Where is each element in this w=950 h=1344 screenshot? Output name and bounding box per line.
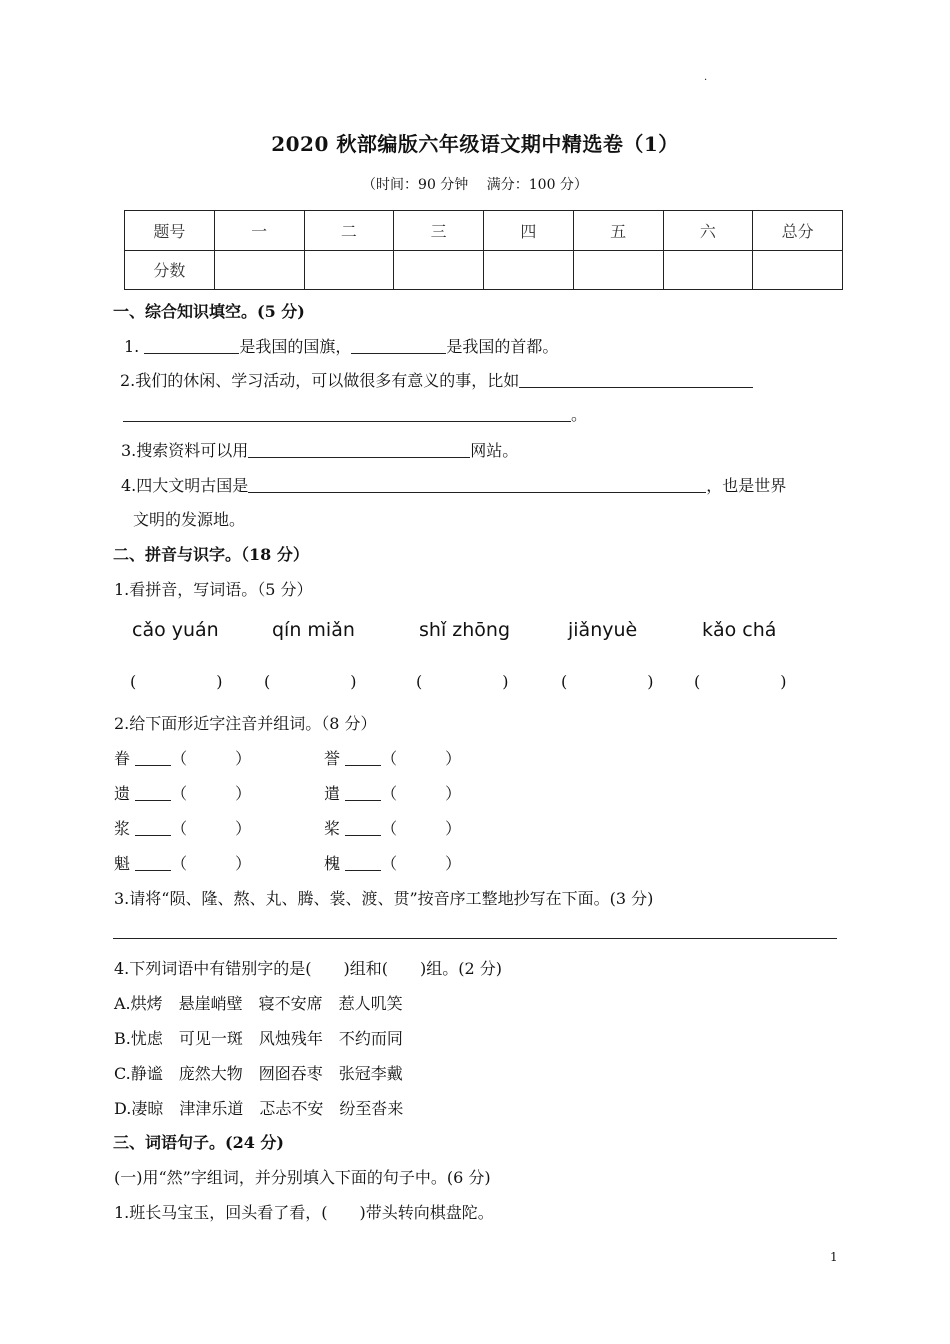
answer-parenthesis-1[interactable] xyxy=(130,672,223,691)
question-2-2: 2.给下面形近字注音并组词。（8 分） xyxy=(114,714,377,733)
option-d: D.凄晾 津津乐道 忑忐不安 纷至沓来 xyxy=(114,1099,404,1118)
paren-close: ) xyxy=(647,672,654,691)
question-number: 1. xyxy=(124,337,140,356)
similar-char: 槐 xyxy=(324,854,341,873)
word-paren[interactable]: （ ） xyxy=(171,819,252,838)
similar-char: 眷 xyxy=(114,749,131,768)
answer-parenthesis-3[interactable] xyxy=(416,672,509,691)
section-3-heading: 三、词语句子。(24 分) xyxy=(113,1133,284,1152)
pinyin-blank[interactable] xyxy=(135,817,171,836)
char-row-4-right xyxy=(324,851,461,874)
question-2-3: 3.请将“陨、隆、熬、丸、腾、裳、渡、贯”按音序工整地抄写在下面。(3 分) xyxy=(114,889,654,908)
question-1-4 xyxy=(121,473,786,496)
pinyin-blank[interactable] xyxy=(135,852,171,871)
paren-open: ( xyxy=(264,672,271,691)
paren-open: ( xyxy=(416,672,423,691)
page-number: 1 xyxy=(830,1250,838,1264)
table-cell-section-5: 五 xyxy=(573,211,663,251)
answer-blank[interactable] xyxy=(519,369,753,388)
answer-blank[interactable] xyxy=(248,439,470,458)
question-1-3 xyxy=(121,438,518,461)
word-paren[interactable]: （ ） xyxy=(171,784,252,803)
word-paren[interactable]: （ ） xyxy=(381,749,462,768)
char-row-1-left xyxy=(114,746,251,769)
page-title: 2020 秋部编版六年级语文期中精选卷（1） xyxy=(271,132,679,156)
question-text: 是我国的国旗， xyxy=(239,337,352,356)
score-input-cell[interactable] xyxy=(304,250,394,290)
similar-char: 遗 xyxy=(114,784,131,803)
question-1-2 xyxy=(120,368,753,391)
question-text: 2.我们的休闲、学习活动，可以做很多有意义的事，比如 xyxy=(120,371,520,390)
answer-blank[interactable] xyxy=(248,474,706,493)
char-row-1-right xyxy=(324,746,461,769)
pinyin-2: qín miǎn xyxy=(272,619,355,641)
question-text: 4.四大文明古国是 xyxy=(121,476,249,495)
pinyin-blank[interactable] xyxy=(345,817,381,836)
char-row-2-left xyxy=(114,781,251,804)
similar-char: 遣 xyxy=(324,784,341,803)
section-1-heading: 一、综合知识填空。(5 分) xyxy=(113,302,305,321)
answer-parenthesis-4[interactable] xyxy=(561,672,654,691)
exam-time-score-info: （时间：90 分钟 满分：100 分） xyxy=(362,177,588,193)
question-1-2-continued xyxy=(123,402,587,425)
question-text: 。 xyxy=(571,405,588,424)
score-input-cell[interactable] xyxy=(214,250,304,290)
question-1-1 xyxy=(124,334,558,357)
pinyin-blank[interactable] xyxy=(345,852,381,871)
score-input-cell[interactable] xyxy=(394,250,484,290)
score-input-cell[interactable] xyxy=(663,250,753,290)
question-text: 3.搜索资料可以用 xyxy=(121,441,249,460)
score-input-cell[interactable] xyxy=(484,250,574,290)
question-3-1: 1.班长马宝玉，回头看了看，( )带头转向棋盘陀。 xyxy=(114,1203,494,1222)
table-cell-section-3: 三 xyxy=(394,211,484,251)
option-b: B.忧虑 可见一斑 风烛残年 不约而同 xyxy=(114,1029,403,1048)
char-row-3-right xyxy=(324,816,461,839)
question-text: ，也是世界 xyxy=(706,476,787,495)
paren-close: ) xyxy=(216,672,223,691)
similar-char: 桨 xyxy=(324,819,341,838)
answer-blank[interactable] xyxy=(123,403,571,422)
similar-char: 浆 xyxy=(114,819,131,838)
pinyin-4: jiǎnyuè xyxy=(568,619,638,641)
score-input-cell[interactable] xyxy=(753,250,843,290)
pinyin-1: cǎo yuán xyxy=(132,619,219,641)
word-paren[interactable]: （ ） xyxy=(381,784,462,803)
answer-parenthesis-5[interactable] xyxy=(694,672,787,691)
question-text: 是我国的首都。 xyxy=(446,337,559,356)
table-cell-score-label: 分数 xyxy=(125,250,215,290)
score-table-score-row xyxy=(125,250,843,290)
question-2-1: 1.看拼音，写词语。（5 分） xyxy=(114,580,313,599)
answer-blank[interactable] xyxy=(351,335,446,354)
score-table-header-row xyxy=(125,211,843,251)
char-row-2-right xyxy=(324,781,461,804)
table-cell-total: 总分 xyxy=(753,211,843,251)
question-2-4: 4.下列词语中有错别字的是( )组和( )组。(2 分) xyxy=(114,959,502,978)
table-cell-label: 题号 xyxy=(125,211,215,251)
pinyin-blank[interactable] xyxy=(345,747,381,766)
pinyin-blank[interactable] xyxy=(135,747,171,766)
table-cell-section-1: 一 xyxy=(214,211,304,251)
char-row-4-left xyxy=(114,851,251,874)
question-1-4-continued: 文明的发源地。 xyxy=(133,510,246,529)
answer-blank[interactable] xyxy=(144,335,239,354)
question-text: 网站。 xyxy=(470,441,519,460)
pinyin-blank[interactable] xyxy=(135,782,171,801)
word-paren[interactable]: （ ） xyxy=(381,819,462,838)
paren-close: ) xyxy=(350,672,357,691)
score-input-cell[interactable] xyxy=(573,250,663,290)
score-table xyxy=(124,210,843,290)
similar-char: 魁 xyxy=(114,854,131,873)
section-2-heading: 二、拼音与识字。（18 分） xyxy=(113,545,309,564)
paren-close: ) xyxy=(780,672,787,691)
word-paren[interactable]: （ ） xyxy=(171,749,252,768)
paren-open: ( xyxy=(561,672,568,691)
table-cell-section-2: 二 xyxy=(304,211,394,251)
answer-parenthesis-2[interactable] xyxy=(264,672,357,691)
table-cell-section-4: 四 xyxy=(484,211,574,251)
char-row-3-left xyxy=(114,816,251,839)
word-paren[interactable]: （ ） xyxy=(381,854,462,873)
header-dot: . xyxy=(704,72,708,83)
pinyin-blank[interactable] xyxy=(345,782,381,801)
paren-close: ) xyxy=(502,672,509,691)
paren-open: ( xyxy=(694,672,701,691)
paren-open: ( xyxy=(130,672,137,691)
pinyin-5: kǎo chá xyxy=(702,619,777,641)
word-paren[interactable]: （ ） xyxy=(171,854,252,873)
option-a: A.烘烤 悬崖峭壁 寝不安席 惹人叽笑 xyxy=(114,994,403,1013)
option-c: C.静谧 庞然大物 囫囵吞枣 张冠李戴 xyxy=(114,1064,403,1083)
section-3-sub-1: (一)用“然”字组词，并分别填入下面的句子中。(6 分) xyxy=(114,1168,491,1187)
pinyin-3: shǐ zhōng xyxy=(419,619,511,641)
answer-line[interactable] xyxy=(113,938,837,939)
similar-char: 誉 xyxy=(324,749,341,768)
table-cell-section-6: 六 xyxy=(663,211,753,251)
